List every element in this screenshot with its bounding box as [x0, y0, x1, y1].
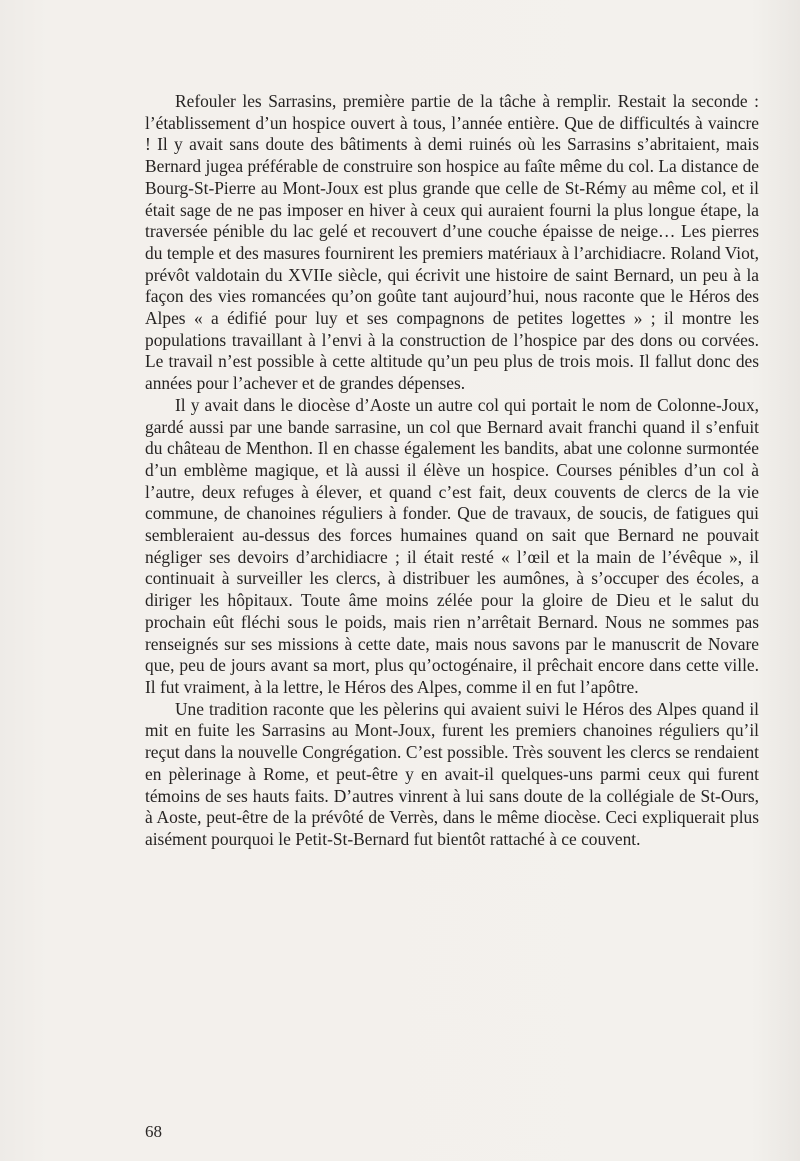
- paragraph: Une tradition raconte que les pèlerins qui avaient suivi le Héros des Alpes quand il mit en fuite les Sarrasins au Mont-Joux, furent les premiers chanoines réguliers qu’il reçut dans la nouvelle Congrégation. C’est possible. Très souvent les clercs se rendaient en pèlerinage à Rome, et peut-être y en avait-il quelques-uns parmi ceux qui furent témoins de ses hauts faits. D’autres vinrent à lui sans doute de la collégiale de St-Ours, à Aoste, peut-être de la prévôté de Verrès, dans le même diocèse. Ceci expliquerait plus aisément pourquoi le Petit-St-Bernard fut bientôt rattaché à ce couvent.: [145, 698, 759, 849]
- body-text: [145, 91, 759, 851]
- paragraph: Il y avait dans le diocèse d’Aoste un autre col qui portait le nom de Colonne-Joux, gardé aussi par une bande sarrasine, un col que Bernard avait franchi quand il s’enfuit du château de Menthon. Il en chasse également les bandits, abat une colonne surmontée d’un emblème magique, et là aussi il élève un hospice. Courses pénibles d’un col à l’autre, deux refuges à élever, et quand c’est fait, deux couvents de clercs de la vie commune, de chanoines réguliers à fonder. Que de travaux, de soucis, de fatigues qui sembleraient au-dessus des forces humaines quand on sait que Bernard ne pouvait négliger ses devoirs d’archidiacre ; il était resté « l’œil et la main de l’évêque », il continuait à surveiller les clercs, à distribuer les aumônes, à s’occuper des écoles, a diriger les hôpitaux. Toute âme moins zélée pour la gloire de Dieu et le salut du prochain eût fléchi sous le poids, mais rien n’arrêtait Bernard. Nous ne sommes pas renseignés sur ses missions à cette date, mais nous savons par le manuscrit de Novare que, peu de jours avant sa mort, plus qu’octogénaire, il prêchait encore dans cette ville. Il fut vraiment, à la lettre, le Héros des Alpes, comme il en fut l’apôtre.: [145, 394, 759, 697]
- page-number: 68: [145, 1122, 162, 1141]
- paragraph: Refouler les Sarrasins, première partie de la tâche à remplir. Restait la seconde : l’établissement d’un hospice ouvert à tous, l’année entière. Que de difficultés à vaincre ! Il y avait sans doute des bâtiments à demi ruinés où les Sarrasins s’abritaient, mais Bernard jugea préférable de construire son hospice au faîte même du col. La distance de Bourg-St-Pierre au Mont-Joux est plus grande que celle de St-Rémy au même col, et il était sage de ne pas imposer en hiver à ceux qui auraient fourni la plus longue étape, la traversée pénible du lac gelé et recouvert d’une couche épaisse de neige… Les pierres du temple et des masures fournirent les premiers matériaux à l’archidiacre. Roland Viot, prévôt valdotain du XVIIe siècle, qui écrivit une histoire de saint Bernard, un peu à la façon des vies romancées qu’on goûte tant aujourd’hui, nous raconte que le Héros des Alpes « a édifié pour luy et ses compagnons de petites logettes » ; il montre les populations travaillant à l’envi à la construction de l’hospice par des dons ou corvées. Le travail n’est possible à cette altitude qu’un peu plus de trois mois. Il fallut donc des années pour l’achever et de grandes dépenses.: [145, 91, 759, 394]
